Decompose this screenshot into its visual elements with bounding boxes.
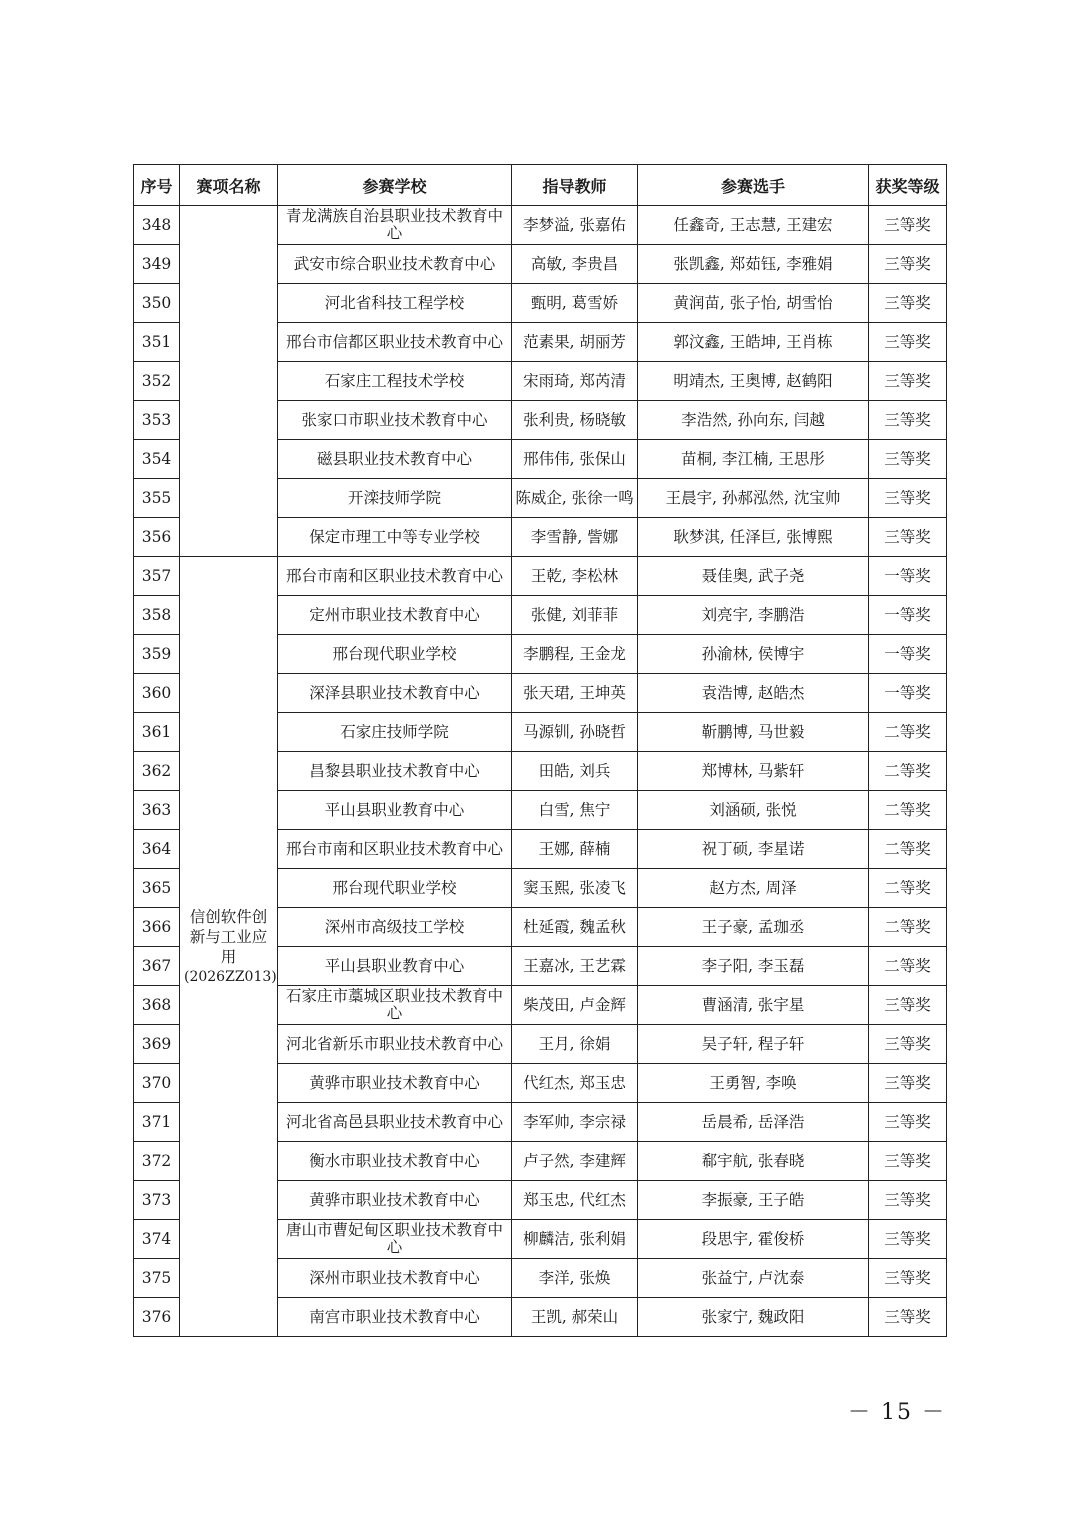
cell-school: 昌黎县职业技术教育中心 bbox=[278, 752, 512, 791]
cell-seq: 368 bbox=[134, 986, 180, 1025]
cell-seq: 354 bbox=[134, 440, 180, 479]
cell-seq: 348 bbox=[134, 206, 180, 245]
table-row bbox=[134, 206, 947, 245]
cell-award: 三等奖 bbox=[869, 1142, 947, 1181]
cell-seq: 350 bbox=[134, 284, 180, 323]
cell-award: 二等奖 bbox=[869, 908, 947, 947]
cell-teacher: 王嘉冰, 王艺霖 bbox=[512, 947, 638, 986]
cell-award: 三等奖 bbox=[869, 479, 947, 518]
cell-school: 邢台市南和区职业技术教育中心 bbox=[278, 830, 512, 869]
cell-teacher: 高敏, 李贵昌 bbox=[512, 245, 638, 284]
cell-students: 刘涵硕, 张悦 bbox=[638, 791, 869, 830]
cell-students: 李振豪, 王子皓 bbox=[638, 1181, 869, 1220]
table-body bbox=[134, 206, 947, 1337]
cell-teacher: 李鹏程, 王金龙 bbox=[512, 635, 638, 674]
cell-students: 孙渝林, 侯博宇 bbox=[638, 635, 869, 674]
cell-seq: 349 bbox=[134, 245, 180, 284]
cell-school: 深州市职业技术教育中心 bbox=[278, 1259, 512, 1298]
cell-seq: 367 bbox=[134, 947, 180, 986]
cell-school: 深泽县职业技术教育中心 bbox=[278, 674, 512, 713]
cell-award: 三等奖 bbox=[869, 1259, 947, 1298]
cell-award: 二等奖 bbox=[869, 830, 947, 869]
cell-seq: 372 bbox=[134, 1142, 180, 1181]
header-teacher: 指导教师 bbox=[512, 165, 638, 206]
cell-students: 苗桐, 李江楠, 王思彤 bbox=[638, 440, 869, 479]
cell-students: 曹涵清, 张宇星 bbox=[638, 986, 869, 1025]
cell-seq: 363 bbox=[134, 791, 180, 830]
cell-school: 石家庄市藁城区职业技术教育中心 bbox=[278, 986, 512, 1025]
cell-students: 靳鹏博, 马世毅 bbox=[638, 713, 869, 752]
cell-school: 邢台现代职业学校 bbox=[278, 869, 512, 908]
cell-teacher: 郑玉忠, 代红杰 bbox=[512, 1181, 638, 1220]
cell-students: 张凯鑫, 郑茹钰, 李雅娟 bbox=[638, 245, 869, 284]
cell-teacher: 田皓, 刘兵 bbox=[512, 752, 638, 791]
cell-students: 赵方杰, 周泽 bbox=[638, 869, 869, 908]
cell-school: 石家庄技师学院 bbox=[278, 713, 512, 752]
cell-award: 三等奖 bbox=[869, 440, 947, 479]
cell-award: 三等奖 bbox=[869, 1064, 947, 1103]
cell-teacher: 范素果, 胡丽芳 bbox=[512, 323, 638, 362]
event-code: (2026ZZ013) bbox=[184, 968, 277, 985]
cell-award: 一等奖 bbox=[869, 674, 947, 713]
cell-award: 二等奖 bbox=[869, 869, 947, 908]
cell-school: 保定市理工中等专业学校 bbox=[278, 518, 512, 557]
cell-teacher: 李洋, 张焕 bbox=[512, 1259, 638, 1298]
cell-school: 河北省高邑县职业技术教育中心 bbox=[278, 1103, 512, 1142]
cell-award: 二等奖 bbox=[869, 752, 947, 791]
cell-teacher: 宋雨琦, 郑芮清 bbox=[512, 362, 638, 401]
cell-teacher: 张健, 刘菲菲 bbox=[512, 596, 638, 635]
cell-seq: 351 bbox=[134, 323, 180, 362]
award-table bbox=[133, 164, 947, 1337]
cell-teacher: 甄明, 葛雪娇 bbox=[512, 284, 638, 323]
cell-school: 衡水市职业技术教育中心 bbox=[278, 1142, 512, 1181]
cell-teacher: 李梦溢, 张嘉佑 bbox=[512, 206, 638, 245]
cell-students: 郑博林, 马紫轩 bbox=[638, 752, 869, 791]
cell-students: 吴子轩, 程子轩 bbox=[638, 1025, 869, 1064]
cell-award: 三等奖 bbox=[869, 323, 947, 362]
cell-award: 三等奖 bbox=[869, 284, 947, 323]
cell-students: 王勇智, 李唤 bbox=[638, 1064, 869, 1103]
cell-seq: 370 bbox=[134, 1064, 180, 1103]
cell-award: 三等奖 bbox=[869, 206, 947, 245]
cell-teacher: 李军帅, 李宗禄 bbox=[512, 1103, 638, 1142]
cell-school: 河北省科技工程学校 bbox=[278, 284, 512, 323]
table-row bbox=[134, 557, 947, 596]
cell-seq: 369 bbox=[134, 1025, 180, 1064]
cell-school: 南宫市职业技术教育中心 bbox=[278, 1298, 512, 1337]
cell-students: 郭汶鑫, 王皓坤, 王肖栋 bbox=[638, 323, 869, 362]
cell-school: 青龙满族自治县职业技术教育中心 bbox=[278, 206, 512, 245]
cell-students: 祝丁硕, 李星诺 bbox=[638, 830, 869, 869]
cell-students: 郗宇航, 张春晓 bbox=[638, 1142, 869, 1181]
cell-school: 张家口市职业技术教育中心 bbox=[278, 401, 512, 440]
cell-award: 三等奖 bbox=[869, 518, 947, 557]
cell-teacher: 窦玉熙, 张凌飞 bbox=[512, 869, 638, 908]
cell-seq: 374 bbox=[134, 1220, 180, 1259]
cell-students: 王晨宇, 孙郝泓然, 沈宝帅 bbox=[638, 479, 869, 518]
cell-teacher: 白雪, 焦宁 bbox=[512, 791, 638, 830]
cell-students: 明靖杰, 王奥博, 赵鹤阳 bbox=[638, 362, 869, 401]
cell-seq: 361 bbox=[134, 713, 180, 752]
cell-teacher: 马源钏, 孙晓哲 bbox=[512, 713, 638, 752]
cell-award: 一等奖 bbox=[869, 557, 947, 596]
cell-school: 石家庄工程技术学校 bbox=[278, 362, 512, 401]
cell-students: 任鑫奇, 王志慧, 王建宏 bbox=[638, 206, 869, 245]
cell-teacher: 杜延霞, 魏孟秋 bbox=[512, 908, 638, 947]
cell-school: 河北省新乐市职业技术教育中心 bbox=[278, 1025, 512, 1064]
cell-award: 三等奖 bbox=[869, 1025, 947, 1064]
cell-award: 一等奖 bbox=[869, 596, 947, 635]
cell-school: 邢台现代职业学校 bbox=[278, 635, 512, 674]
cell-school: 邢台市南和区职业技术教育中心 bbox=[278, 557, 512, 596]
cell-students: 袁浩博, 赵皓杰 bbox=[638, 674, 869, 713]
header-school: 参赛学校 bbox=[278, 165, 512, 206]
header-award: 获奖等级 bbox=[869, 165, 947, 206]
cell-award: 二等奖 bbox=[869, 713, 947, 752]
cell-school: 开滦技师学院 bbox=[278, 479, 512, 518]
event-name: 信创软件创新与工业应用 bbox=[189, 907, 268, 966]
cell-teacher: 张天珺, 王坤英 bbox=[512, 674, 638, 713]
cell-teacher: 柳麟洁, 张利娟 bbox=[512, 1220, 638, 1259]
cell-teacher: 代红杰, 郑玉忠 bbox=[512, 1064, 638, 1103]
cell-teacher: 陈威企, 张徐一鸣 bbox=[512, 479, 638, 518]
cell-school: 深州市高级技工学校 bbox=[278, 908, 512, 947]
cell-students: 张益宁, 卢沈泰 bbox=[638, 1259, 869, 1298]
cell-seq: 356 bbox=[134, 518, 180, 557]
cell-teacher: 王娜, 薛楠 bbox=[512, 830, 638, 869]
cell-students: 聂佳奥, 武子尧 bbox=[638, 557, 869, 596]
cell-award: 三等奖 bbox=[869, 1103, 947, 1142]
cell-students: 李子阳, 李玉磊 bbox=[638, 947, 869, 986]
cell-school: 邢台市信都区职业技术教育中心 bbox=[278, 323, 512, 362]
cell-seq: 352 bbox=[134, 362, 180, 401]
cell-award: 三等奖 bbox=[869, 1181, 947, 1220]
cell-seq: 371 bbox=[134, 1103, 180, 1142]
header-event: 赛项名称 bbox=[180, 165, 278, 206]
cell-school: 定州市职业技术教育中心 bbox=[278, 596, 512, 635]
cell-school: 黄骅市职业技术教育中心 bbox=[278, 1064, 512, 1103]
cell-award: 三等奖 bbox=[869, 1298, 947, 1337]
cell-seq: 357 bbox=[134, 557, 180, 596]
cell-teacher: 卢子然, 李建辉 bbox=[512, 1142, 638, 1181]
cell-award: 二等奖 bbox=[869, 791, 947, 830]
cell-seq: 366 bbox=[134, 908, 180, 947]
cell-award: 二等奖 bbox=[869, 947, 947, 986]
cell-students: 岳晨希, 岳泽浩 bbox=[638, 1103, 869, 1142]
cell-teacher: 王月, 徐娟 bbox=[512, 1025, 638, 1064]
cell-students: 李浩然, 孙向东, 闫越 bbox=[638, 401, 869, 440]
cell-event-name bbox=[180, 557, 278, 1337]
cell-students: 段思宇, 霍俊桥 bbox=[638, 1220, 869, 1259]
cell-seq: 360 bbox=[134, 674, 180, 713]
cell-teacher: 张利贵, 杨晓敏 bbox=[512, 401, 638, 440]
cell-teacher: 李雪静, 訾娜 bbox=[512, 518, 638, 557]
cell-students: 耿梦淇, 任泽巨, 张博熙 bbox=[638, 518, 869, 557]
cell-award: 三等奖 bbox=[869, 245, 947, 284]
header-seq: 序号 bbox=[134, 165, 180, 206]
cell-award: 三等奖 bbox=[869, 362, 947, 401]
cell-event-name bbox=[180, 206, 278, 557]
cell-teacher: 王凯, 郝荣山 bbox=[512, 1298, 638, 1337]
cell-seq: 376 bbox=[134, 1298, 180, 1337]
cell-seq: 355 bbox=[134, 479, 180, 518]
cell-seq: 375 bbox=[134, 1259, 180, 1298]
cell-award: 三等奖 bbox=[869, 1220, 947, 1259]
cell-seq: 365 bbox=[134, 869, 180, 908]
cell-school: 平山县职业教育中心 bbox=[278, 947, 512, 986]
cell-school: 武安市综合职业技术教育中心 bbox=[278, 245, 512, 284]
cell-seq: 353 bbox=[134, 401, 180, 440]
cell-seq: 373 bbox=[134, 1181, 180, 1220]
cell-school: 黄骅市职业技术教育中心 bbox=[278, 1181, 512, 1220]
cell-seq: 358 bbox=[134, 596, 180, 635]
cell-students: 刘亮宇, 李鹏浩 bbox=[638, 596, 869, 635]
cell-school: 磁县职业技术教育中心 bbox=[278, 440, 512, 479]
cell-students: 张家宁, 魏政阳 bbox=[638, 1298, 869, 1337]
cell-teacher: 柴茂田, 卢金辉 bbox=[512, 986, 638, 1025]
header-students: 参赛选手 bbox=[638, 165, 869, 206]
cell-students: 黄润苗, 张子怡, 胡雪怡 bbox=[638, 284, 869, 323]
cell-seq: 359 bbox=[134, 635, 180, 674]
cell-award: 一等奖 bbox=[869, 635, 947, 674]
cell-school: 唐山市曹妃甸区职业技术教育中心 bbox=[278, 1220, 512, 1259]
page-number: － 15 － bbox=[848, 1400, 946, 1425]
cell-award: 三等奖 bbox=[869, 401, 947, 440]
cell-award: 三等奖 bbox=[869, 986, 947, 1025]
cell-teacher: 邢伟伟, 张保山 bbox=[512, 440, 638, 479]
cell-students: 王子豪, 孟珈丞 bbox=[638, 908, 869, 947]
cell-school: 平山县职业教育中心 bbox=[278, 791, 512, 830]
cell-seq: 362 bbox=[134, 752, 180, 791]
header-row bbox=[134, 165, 947, 206]
cell-teacher: 王乾, 李松林 bbox=[512, 557, 638, 596]
cell-seq: 364 bbox=[134, 830, 180, 869]
